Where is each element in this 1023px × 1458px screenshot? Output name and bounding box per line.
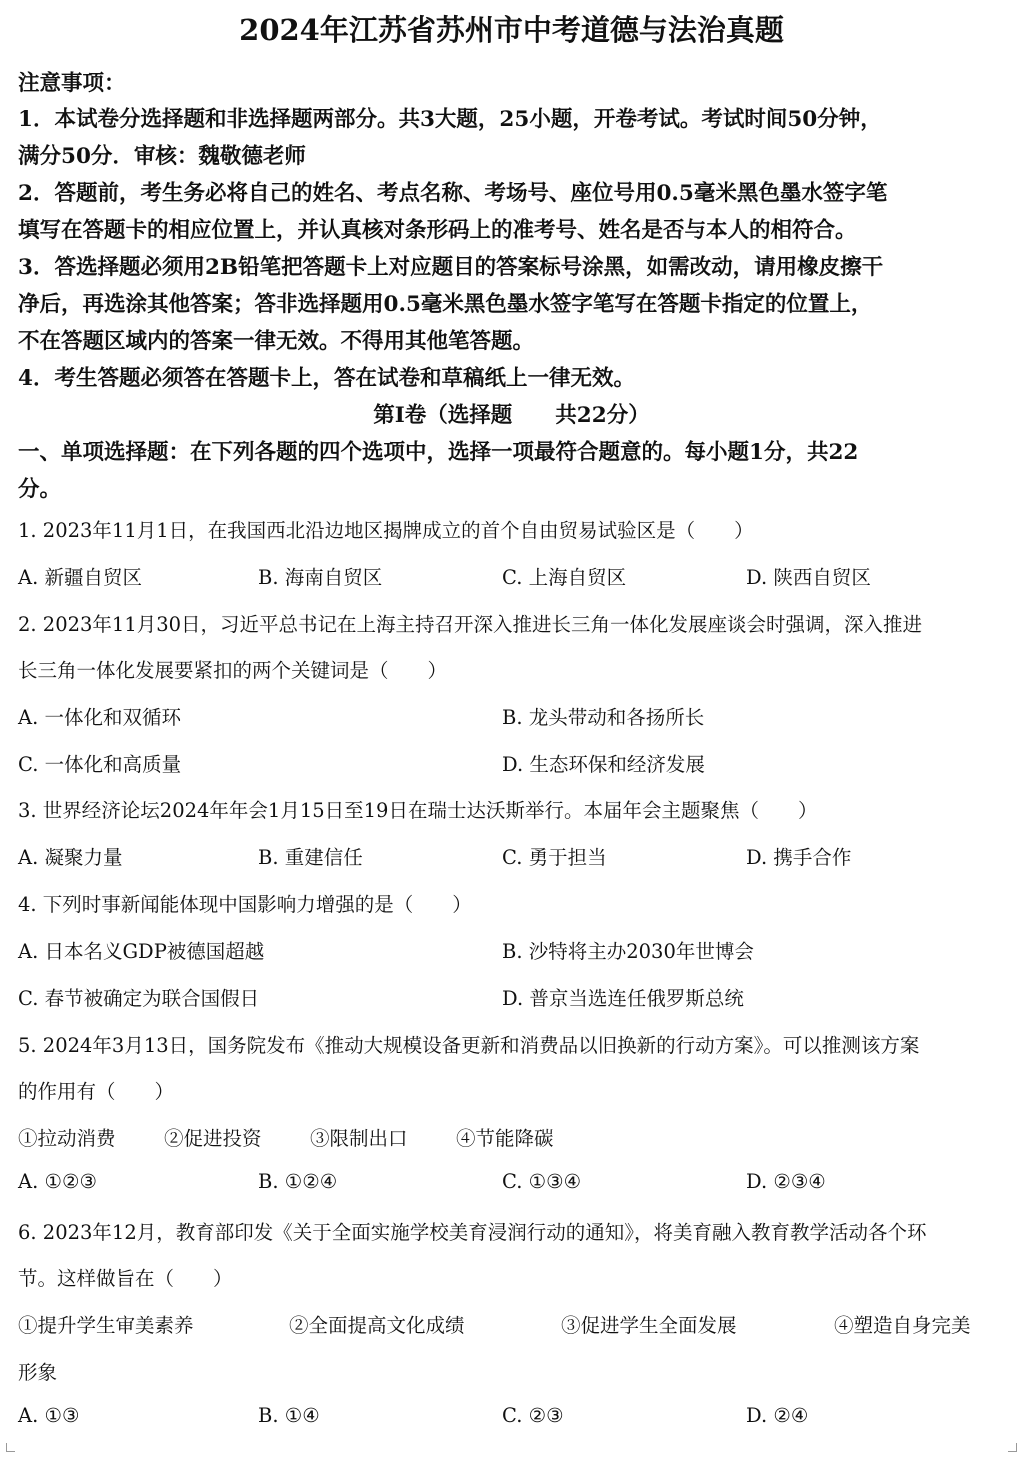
option-c: C. 上海自贸区 bbox=[502, 566, 627, 589]
option-d: D. 普京当选连任俄罗斯总统 bbox=[502, 987, 744, 1010]
question-stem: 6. 2023年12月，教育部印发《关于全面实施学校美育浸润行动的通知》，将美育融入教育教学活动各个环 bbox=[18, 1221, 927, 1244]
option-b: B. 重建信任 bbox=[258, 846, 363, 869]
notice-heading: 注意事项： bbox=[18, 71, 126, 96]
section-instruction: 分。 bbox=[18, 477, 62, 502]
notice-line: 不在答题区域内的答案一律无效。不得用其他笔答题。 bbox=[18, 329, 535, 354]
option-c: C. ①③④ bbox=[502, 1170, 582, 1193]
statement-item: ④塑造自身完美 bbox=[834, 1314, 971, 1337]
option-c: C. 春节被确定为联合国假日 bbox=[18, 987, 260, 1010]
question-stem: 的作用有（ ） bbox=[18, 1080, 175, 1103]
option-a: A. 新疆自贸区 bbox=[18, 566, 142, 589]
statement-item: ①拉动消费 bbox=[18, 1127, 116, 1150]
option-a: A. 日本名义GDP被德国超越 bbox=[18, 940, 265, 963]
page-title: 2024年江苏省苏州市中考道德与法治真题 bbox=[239, 13, 784, 47]
question-stem: 长三角一体化发展要紧扣的两个关键词是（ ） bbox=[18, 659, 448, 682]
option-b: B. 海南自贸区 bbox=[258, 566, 383, 589]
question-stem: 1. 2023年11月1日，在我国西北沿边地区揭牌成立的首个自由贸易试验区是（ ） bbox=[18, 519, 754, 542]
question-stem: 3. 世界经济论坛2024年年会1月15日至19日在瑞士达沃斯举行。本届年会主题聚焦（ ） bbox=[18, 799, 818, 822]
option-a: A. 凝聚力量 bbox=[18, 846, 123, 869]
notice-line: 3．答选择题必须用2B铅笔把答题卡上对应题目的答案标号涂黑，如需改动，请用橡皮擦干 bbox=[18, 255, 884, 280]
statement-item: ①提升学生审美素养 bbox=[18, 1314, 194, 1337]
option-b: B. 沙特将主办2030年世博会 bbox=[502, 940, 754, 963]
option-c: C. ②③ bbox=[502, 1404, 564, 1427]
notice-line: 2．答题前，考生务必将自己的姓名、考点名称、考场号、座位号用0.5毫米黑色墨水签字笔 bbox=[18, 181, 888, 206]
section-heading: 第I卷（选择题 共22分） bbox=[373, 403, 650, 428]
question-stem: 4. 下列时事新闻能体现中国影响力增强的是（ ） bbox=[18, 893, 472, 916]
statement-item: ②促进投资 bbox=[164, 1127, 262, 1150]
option-c: C. 一体化和高质量 bbox=[18, 753, 182, 776]
notice-line: 填写在答题卡的相应位置上，并认真核对条形码上的准考号、姓名是否与本人的相符合。 bbox=[18, 218, 857, 243]
option-d: D. ②③④ bbox=[746, 1170, 826, 1193]
statement-item: ③限制出口 bbox=[310, 1127, 408, 1150]
page-corner-mark bbox=[1008, 1443, 1017, 1452]
option-b: B. ①②④ bbox=[258, 1170, 338, 1193]
notice-line: 1．本试卷分选择题和非选择题两部分。共3大题，25小题，开卷考试。考试时间50分钟， bbox=[18, 107, 882, 132]
option-b: B. ①④ bbox=[258, 1404, 320, 1427]
notice-line: 4．考生答题必须答在答题卡上，答在试卷和草稿纸上一律无效。 bbox=[18, 366, 635, 391]
question-stem: 5. 2024年3月13日，国务院发布《推动大规模设备更新和消费品以旧换新的行动方案》。可以推测该方案 bbox=[18, 1034, 920, 1057]
option-d: D. ②④ bbox=[746, 1404, 809, 1427]
section-instruction: 一、单项选择题：在下列各题的四个选项中，选择一项最符合题意的。每小题1分，共22 bbox=[18, 440, 859, 465]
statement-item: ③促进学生全面发展 bbox=[561, 1314, 737, 1337]
option-d: D. 携手合作 bbox=[746, 846, 852, 869]
notice-line: 满分50分．审核：魏敬德老师 bbox=[18, 144, 306, 169]
question-stem: 2. 2023年11月30日，习近平总书记在上海主持召开深入推进长三角一体化发展座谈会时强调，深入推进 bbox=[18, 613, 923, 636]
option-d: D. 生态环保和经济发展 bbox=[502, 753, 705, 776]
notice-line: 净后，再选涂其他答案；答非选择题用0.5毫米黑色墨水签字笔写在答题卡指定的位置上， bbox=[18, 292, 873, 317]
question-stem: 节。这样做旨在（ ） bbox=[18, 1267, 233, 1290]
option-a: A. ①③ bbox=[18, 1404, 80, 1427]
option-b: B. 龙头带动和各扬所长 bbox=[502, 706, 705, 729]
option-d: D. 陕西自贸区 bbox=[746, 566, 871, 589]
option-a: A. 一体化和双循环 bbox=[18, 706, 181, 729]
option-c: C. 勇于担当 bbox=[502, 846, 607, 869]
option-a: A. ①②③ bbox=[18, 1170, 97, 1193]
statement-item: ②全面提高文化成绩 bbox=[289, 1314, 465, 1337]
page-corner-mark bbox=[6, 1443, 15, 1452]
statement-item-tail: 形象 bbox=[18, 1361, 58, 1384]
statement-item: ④节能降碳 bbox=[456, 1127, 554, 1150]
